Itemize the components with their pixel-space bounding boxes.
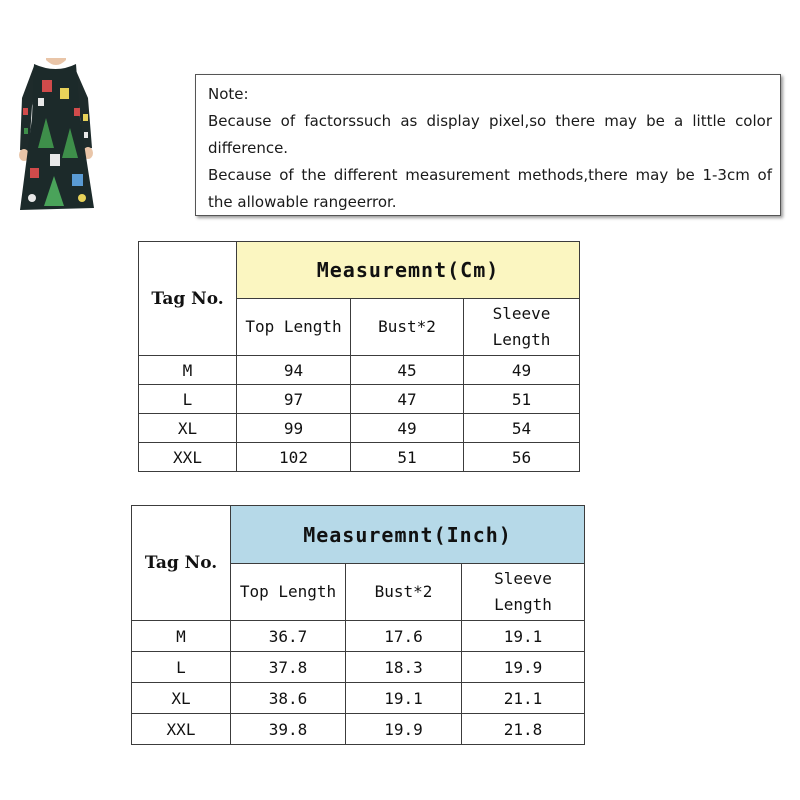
tag-cell: M — [139, 356, 237, 385]
table-row — [132, 683, 585, 714]
value-cell: 49 — [464, 356, 580, 385]
value-cell: 38.6 — [231, 683, 346, 714]
table-row — [132, 621, 585, 652]
value-cell: 18.3 — [346, 652, 462, 683]
tag-cell: M — [132, 621, 231, 652]
value-cell: 19.9 — [462, 652, 585, 683]
value-cell: 36.7 — [231, 621, 346, 652]
tag-cell: XXL — [132, 714, 231, 745]
size-table-inch — [131, 505, 585, 745]
value-cell: 45 — [351, 356, 464, 385]
value-cell: 49 — [351, 414, 464, 443]
value-cell: 37.8 — [231, 652, 346, 683]
value-cell: 21.1 — [462, 683, 585, 714]
value-cell: 54 — [464, 414, 580, 443]
value-cell: 19.9 — [346, 714, 462, 745]
note-title: Note: — [208, 85, 249, 103]
col-top-length: Top Length — [231, 564, 346, 621]
tag-cell: XXL — [139, 443, 237, 472]
size-table-cm — [138, 241, 580, 472]
value-cell: 17.6 — [346, 621, 462, 652]
col-sleeve-length: Sleeve Length — [462, 564, 585, 621]
value-cell: 51 — [464, 385, 580, 414]
col-sleeve-length: Sleeve Length — [464, 299, 580, 356]
value-cell: 102 — [237, 443, 351, 472]
table-row — [132, 714, 585, 745]
value-cell: 56 — [464, 443, 580, 472]
col-top-length: Top Length — [237, 299, 351, 356]
table-row — [139, 414, 580, 443]
value-cell: 19.1 — [346, 683, 462, 714]
note-box — [195, 74, 781, 216]
value-cell: 19.1 — [462, 621, 585, 652]
note-line-color: Because of factorssuch as display pixel,so there may be a little color difference. — [208, 112, 772, 157]
tag-cell: XL — [132, 683, 231, 714]
value-cell: 39.8 — [231, 714, 346, 745]
value-cell: 51 — [351, 443, 464, 472]
tag-no-header: Tag No. — [139, 242, 237, 356]
value-cell: 21.8 — [462, 714, 585, 745]
tag-cell: L — [132, 652, 231, 683]
value-cell: 99 — [237, 414, 351, 443]
col-bust: Bust*2 — [351, 299, 464, 356]
col-bust: Bust*2 — [346, 564, 462, 621]
tag-cell: XL — [139, 414, 237, 443]
tag-no-header: Tag No. — [132, 506, 231, 621]
value-cell: 47 — [351, 385, 464, 414]
value-cell: 94 — [237, 356, 351, 385]
table-row — [139, 385, 580, 414]
note-line-measurement: Because of the different measurement methods,there may be 1-3cm of the allowable rangeerror. — [208, 166, 772, 211]
table-row — [139, 356, 580, 385]
table-row — [139, 443, 580, 472]
value-cell: 97 — [237, 385, 351, 414]
product-thumbnail — [16, 58, 96, 216]
table-row — [132, 652, 585, 683]
measurement-cm-header: Measuremnt(Cm) — [237, 242, 580, 299]
tag-cell: L — [139, 385, 237, 414]
measurement-inch-header: Measuremnt(Inch) — [231, 506, 585, 564]
